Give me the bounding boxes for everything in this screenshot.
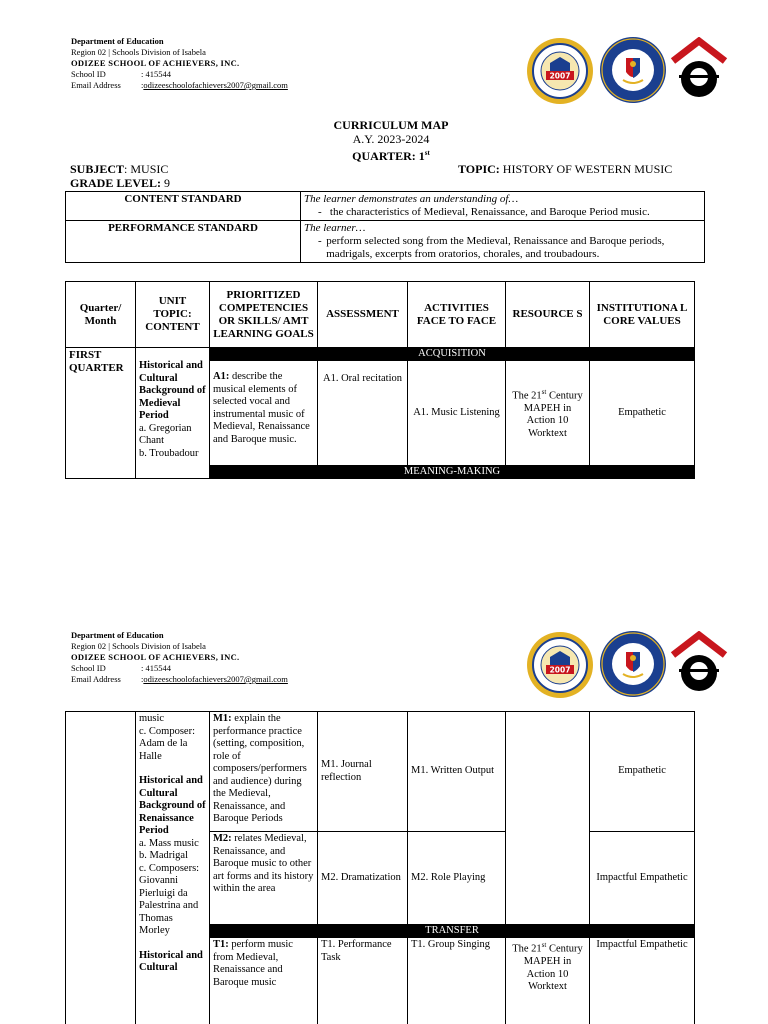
unit-medieval-title: Historical and Cultural Background of Medieval Period	[139, 360, 206, 421]
email-link[interactable]: odizeeschoolofachievers2007@gmail.com	[143, 80, 288, 90]
a1-resource-post: Century MAPEH in Action 10 Worktext	[523, 390, 583, 439]
quarter-sup: st	[424, 149, 430, 157]
red-house-logo-p2	[669, 631, 729, 693]
t1-assessment: T1. Performance Task	[318, 938, 408, 1024]
m-resource	[506, 712, 590, 925]
content-standard-label: CONTENT STANDARD	[66, 192, 301, 221]
unit-cell-page1	[136, 348, 210, 479]
a1-resource-sup: st	[541, 387, 547, 396]
curriculum-table-page1	[65, 281, 695, 479]
content-standard-intro: The learner demonstrates an understanding of…	[304, 193, 519, 205]
grade-value: 9	[161, 176, 171, 190]
col-header-values: INSTITUTIONA L CORE VALUES	[590, 282, 695, 348]
transfer-band: TRANSFER	[210, 925, 695, 938]
content-standard-row	[66, 192, 705, 221]
content-standard-cell	[301, 192, 705, 221]
t1-resource	[506, 938, 590, 1024]
academic-year: A.Y. 2023-2024	[352, 132, 430, 146]
email-label-p2: Email Address	[71, 674, 121, 684]
a1-competency	[210, 361, 318, 466]
subject-label: SUBJECT	[70, 162, 125, 176]
topic-line	[458, 162, 672, 176]
m1-row	[66, 712, 695, 832]
m2-assessment: M2. Dramatization	[318, 832, 408, 925]
col-header-assessment: ASSESSMENT	[318, 282, 408, 348]
col-header-activities: ACTIVITIES FACE TO FACE	[408, 282, 506, 348]
seal-year-text: 2007	[549, 71, 571, 81]
m1-competency	[210, 712, 318, 832]
unit-medieval-a: a. Gregorian Chant	[139, 422, 192, 446]
m1-assessment: M1. Journal reflection	[318, 712, 408, 832]
topic-label: TOPIC:	[458, 162, 500, 176]
school-id-label-p2: School ID	[71, 663, 106, 673]
header-row	[66, 282, 695, 348]
email-label: Email Address	[71, 80, 121, 90]
performance-standard-item: - perform selected song from the Medieval, Renaissance and Baroque periods, madrigals, excerpts from oratorios, chorales, and troubadours.	[304, 235, 701, 261]
school-id-value-p2: : 415544	[141, 663, 171, 673]
t1-label: T1:	[213, 939, 229, 950]
a1-resource-pre: The 21	[512, 390, 542, 402]
red-house-logo	[669, 37, 729, 99]
t1-activity: T1. Group Singing	[408, 938, 506, 1024]
subject-value: : MUSIC	[124, 162, 169, 176]
deped-seal-logo	[599, 36, 667, 104]
content-standard-text: the characteristics of Medieval, Renaissance, and Baroque Period music.	[329, 206, 650, 218]
t1-resource-sup: st	[541, 941, 547, 949]
a1-label: A1:	[213, 371, 230, 382]
performance-standard-label: PERFORMANCE STANDARD	[66, 221, 301, 263]
a1-activity: A1. Music Listening	[408, 361, 506, 466]
a1-text: describe the musical elements of selected vocal and instrumental music of Medieval, Renaissance and Baroque music.	[213, 371, 310, 445]
col-header-resources: RESOURCE S	[506, 282, 590, 348]
meaning-making-band: MEANING-MAKING	[210, 466, 695, 479]
unit-renaissance-c: c. Composers: Giovanni Pierluigi da Palestrina and Thomas Morley	[139, 862, 200, 936]
dept-name: Department of Education	[71, 36, 164, 46]
grade-line	[70, 176, 170, 190]
m1-label: M1:	[213, 713, 232, 724]
unit-medieval-c: c. Composer: Adam de la Halle	[139, 725, 195, 762]
unit-cont: music	[139, 713, 165, 724]
school-seal-logo	[526, 37, 594, 105]
col-header-competencies: PRIORITIZED COMPETENCIES OR SKILLS/ AMT LEARNING GOALS	[210, 282, 318, 348]
topic-value: HISTORY OF WESTERN MUSIC	[499, 162, 673, 176]
t1-text: perform music from Medieval, Renaissance and Baroque music	[213, 939, 293, 988]
t1-resource-pre: The 21	[512, 943, 542, 955]
m2-label: M2:	[213, 833, 232, 844]
acquisition-band: ACQUISITION	[210, 348, 695, 361]
performance-standard-intro: The learner…	[304, 222, 366, 234]
quarter-label: QUARTER: 1	[352, 149, 425, 163]
unit-renaissance-a: a. Mass music	[139, 837, 199, 849]
title-block	[0, 118, 768, 163]
grade-label: GRADE LEVEL:	[70, 176, 162, 190]
performance-standard-cell	[301, 221, 705, 263]
email-colon: :	[141, 80, 144, 90]
school-seal-logo-p2	[526, 631, 594, 699]
page2-table-wrapper	[65, 711, 705, 1024]
a1-value: Empathetic	[590, 361, 695, 466]
t1-value: Impactful Empathetic	[590, 938, 695, 1024]
curriculum-table-page2	[65, 711, 695, 1024]
performance-standard-row	[66, 221, 705, 263]
page2-letterhead	[71, 630, 288, 685]
t1-resource-post: Century MAPEH in Action 10 Worktext	[523, 943, 583, 992]
m1-text: explain the performance practice (setting, composition, role of composers/performers and audience) during the Medieval, Renaissance, and Baroque Periods	[213, 713, 307, 824]
unit-cell-page2	[136, 712, 210, 1024]
col-header-quarter: Quarter/ Month	[66, 282, 136, 348]
quarter-cell: FIRST QUARTER	[66, 348, 136, 479]
school-id-label: School ID	[71, 69, 106, 79]
school-id-value: : 415544	[141, 69, 171, 79]
unit-renaissance-title: Historical and Cultural Background of Renaissance Period	[139, 775, 206, 836]
t1-competency	[210, 938, 318, 1024]
email-colon-p2: :	[141, 674, 144, 684]
m2-competency	[210, 832, 318, 925]
school-name-p2: ODIZEE SCHOOL OF ACHIEVERS, INC.	[71, 652, 240, 662]
content-standard-item: - the characteristics of Medieval, Renaissance, and Baroque Period music.	[318, 206, 650, 218]
unit-renaissance-b: b. Madrigal	[139, 850, 188, 861]
school-name: ODIZEE SCHOOL OF ACHIEVERS, INC.	[71, 58, 240, 68]
m1-value: Empathetic	[590, 712, 695, 832]
page1-letterhead	[71, 36, 288, 91]
m2-activity: M2. Role Playing	[408, 832, 506, 925]
email-link-p2[interactable]: odizeeschoolofachievers2007@gmail.com	[143, 674, 288, 684]
standards-table	[65, 191, 705, 263]
acquisition-band-row	[66, 348, 695, 361]
seal-year-text-p2: 2007	[549, 665, 571, 675]
unit-medieval-b: b. Troubadour	[139, 447, 199, 459]
subject-line	[70, 162, 168, 176]
unit-baroque-title: Historical and Cultural	[139, 949, 203, 973]
a1-assessment: A1. Oral recitation	[318, 361, 408, 466]
m2-text: relates Medieval, Renaissance, and Baroque music to other art forms and its history within the area	[213, 833, 314, 894]
col-header-unit: UNIT TOPIC: CONTENT	[136, 282, 210, 348]
dept-name-p2: Department of Education	[71, 630, 164, 640]
doc-title: CURRICULUM MAP	[333, 118, 449, 132]
performance-standard-text: perform selected song from the Medieval, Renaissance and Baroque periods, madrigals, excerpts from oratorios, chorales, and troubadours.	[326, 235, 665, 260]
region-line: Region 02 | Schools Division of Isabela	[71, 47, 206, 57]
deped-seal-logo-p2	[599, 630, 667, 698]
m1-activity: M1. Written Output	[408, 712, 506, 832]
region-line-p2: Region 02 | Schools Division of Isabela	[71, 641, 206, 651]
m2-value: Impactful Empathetic	[590, 832, 695, 925]
a1-resource	[506, 361, 590, 466]
quarter-cell-p2	[66, 712, 136, 1024]
